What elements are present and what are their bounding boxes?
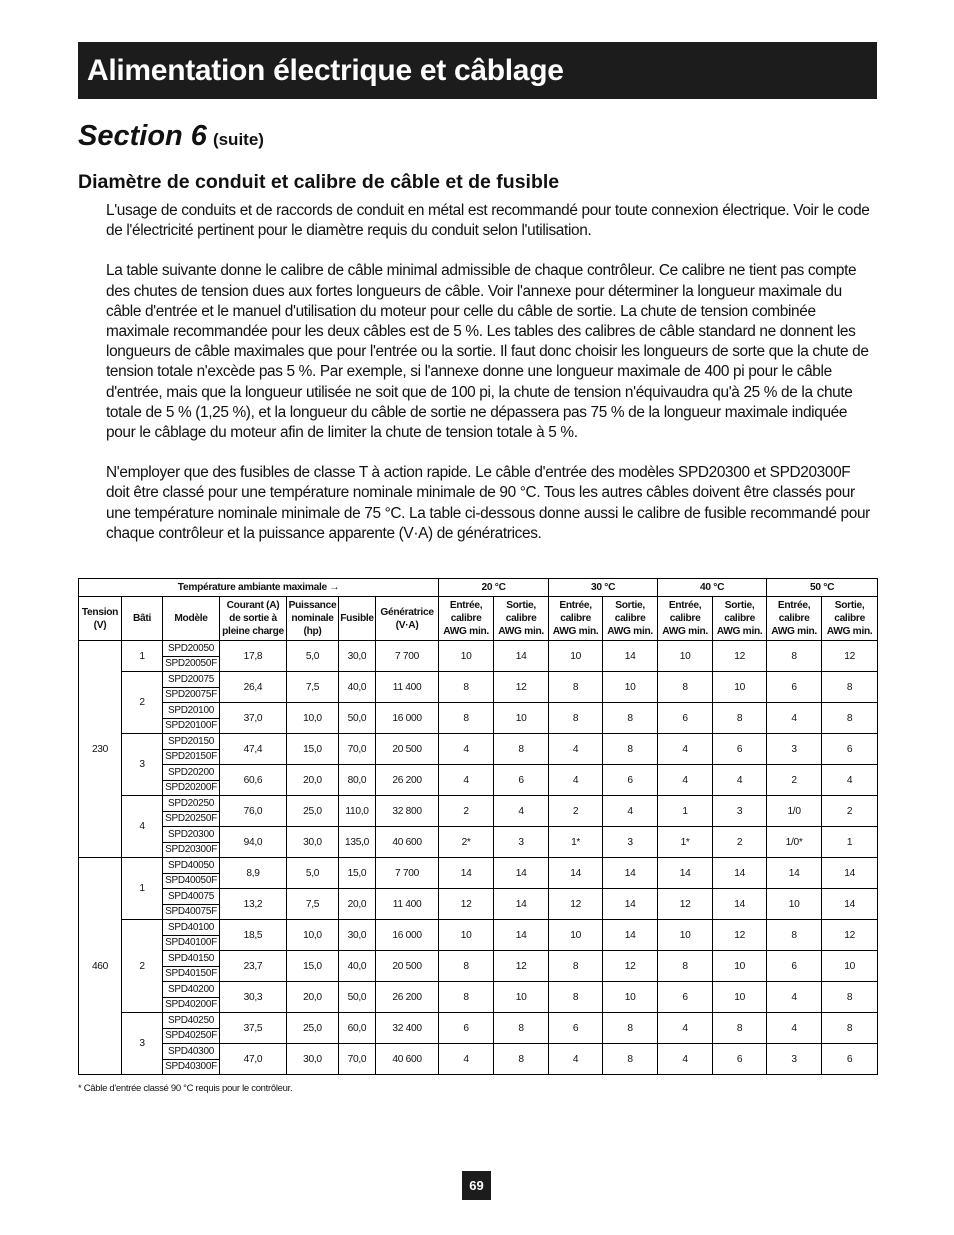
awg-cell: 10	[549, 920, 603, 951]
va-cell: 16 000	[376, 920, 439, 951]
temp-header: 40 °C	[658, 579, 767, 597]
col-header-tension: Tension (V)	[79, 597, 122, 641]
awg-cell: 6	[439, 1013, 494, 1044]
fusible-cell: 60,0	[339, 1013, 376, 1044]
model-cell: SPD40200	[163, 982, 220, 998]
section-suite: (suite)	[212, 130, 264, 149]
model-cell: SPD40100F	[163, 935, 220, 951]
fusible-cell: 20,0	[339, 889, 376, 920]
col-header-fusible: Fusible	[339, 597, 376, 641]
fusible-cell: 110,0	[339, 796, 376, 827]
awg-cell: 14	[439, 858, 494, 889]
table-row	[79, 1044, 878, 1060]
awg-cell: 4	[767, 703, 822, 734]
awg-cell: 1/0	[767, 796, 822, 827]
awg-cell: 4	[549, 765, 603, 796]
body-text	[106, 201, 877, 564]
awg-cell: 4	[767, 982, 822, 1013]
temp-header: 30 °C	[549, 579, 658, 597]
awg-cell: 3	[767, 1044, 822, 1075]
courant-cell: 30,3	[220, 982, 287, 1013]
model-cell: SPD20250F	[163, 811, 220, 827]
fusible-cell: 50,0	[339, 982, 376, 1013]
fusible-cell: 15,0	[339, 858, 376, 889]
awg-cell: 8	[713, 1013, 767, 1044]
awg-cell: 1	[822, 827, 878, 858]
model-cell: SPD20050F	[163, 656, 220, 672]
awg-cell: 2	[713, 827, 767, 858]
courant-cell: 47,4	[220, 734, 287, 765]
table-row	[79, 796, 878, 812]
model-cell: SPD40250F	[163, 1028, 220, 1044]
footnote: * Câble d'entrée classé 90 °C requis pour le contrôleur.	[78, 1083, 293, 1094]
awg-cell: 14	[767, 858, 822, 889]
hp-cell: 15,0	[287, 951, 339, 982]
awg-cell: 2	[549, 796, 603, 827]
awg-cell: 14	[494, 641, 549, 672]
awg-cell: 6	[767, 672, 822, 703]
fusible-cell: 70,0	[339, 1044, 376, 1075]
model-cell: SPD20150	[163, 734, 220, 750]
col-header-courant: Courant (A) de sortie à pleine charge	[220, 597, 287, 641]
awg-cell: 6	[658, 982, 713, 1013]
awg-cell: 4	[658, 1013, 713, 1044]
awg-cell: 14	[494, 889, 549, 920]
awg-cell: 8	[494, 1044, 549, 1075]
awg-cell: 8	[549, 703, 603, 734]
va-cell: 7 700	[376, 858, 439, 889]
model-cell: SPD20075F	[163, 687, 220, 703]
awg-cell: 14	[822, 889, 878, 920]
awg-cell: 10	[822, 951, 878, 982]
hp-cell: 10,0	[287, 703, 339, 734]
model-cell: SPD40150	[163, 951, 220, 967]
model-cell: SPD40300F	[163, 1059, 220, 1075]
bati-cell: 1	[122, 858, 163, 920]
awg-cell: 8	[603, 1013, 658, 1044]
awg-cell: 10	[439, 641, 494, 672]
awg-cell: 2	[439, 796, 494, 827]
awg-cell: 8	[603, 1044, 658, 1075]
awg-cell: 4	[658, 765, 713, 796]
page-header-title: Alimentation électrique et câblage	[87, 54, 564, 87]
awg-cell: 8	[603, 734, 658, 765]
awg-cell: 4	[549, 734, 603, 765]
awg-cell: 12	[439, 889, 494, 920]
wire-size-table	[78, 578, 878, 1075]
model-cell: SPD40075F	[163, 904, 220, 920]
hp-cell: 10,0	[287, 920, 339, 951]
awg-cell: 8	[767, 641, 822, 672]
hp-cell: 15,0	[287, 734, 339, 765]
temp-header: 20 °C	[439, 579, 549, 597]
awg-cell: 8	[494, 1013, 549, 1044]
awg-cell: 10	[713, 951, 767, 982]
model-cell: SPD40200F	[163, 997, 220, 1013]
table-row	[79, 858, 878, 874]
awg-cell: 10	[658, 920, 713, 951]
table-row	[79, 951, 878, 967]
col-header-entree: Entrée, calibre AWG min.	[549, 597, 603, 641]
tension-cell: 230	[79, 641, 122, 858]
va-cell: 32 400	[376, 1013, 439, 1044]
table-row	[79, 1013, 878, 1029]
va-cell: 20 500	[376, 951, 439, 982]
model-cell: SPD20300F	[163, 842, 220, 858]
model-cell: SPD20300	[163, 827, 220, 843]
awg-cell: 10	[549, 641, 603, 672]
awg-cell: 1/0*	[767, 827, 822, 858]
table-body	[79, 641, 878, 1075]
awg-cell: 8	[767, 920, 822, 951]
table-row	[79, 703, 878, 719]
hp-cell: 25,0	[287, 796, 339, 827]
model-cell: SPD20100F	[163, 718, 220, 734]
awg-cell: 12	[658, 889, 713, 920]
fusible-cell: 30,0	[339, 641, 376, 672]
awg-cell: 6	[822, 1044, 878, 1075]
bati-cell: 1	[122, 641, 163, 672]
awg-cell: 8	[439, 951, 494, 982]
col-header-entree: Entrée, calibre AWG min.	[439, 597, 494, 641]
awg-cell: 14	[713, 889, 767, 920]
fusible-cell: 40,0	[339, 672, 376, 703]
col-header-sortie: Sortie, calibre AWG min.	[822, 597, 878, 641]
section-heading	[78, 120, 264, 153]
table-row	[79, 889, 878, 905]
awg-cell: 1	[658, 796, 713, 827]
awg-cell: 8	[439, 982, 494, 1013]
awg-cell: 14	[494, 858, 549, 889]
hp-cell: 5,0	[287, 641, 339, 672]
awg-cell: 14	[603, 641, 658, 672]
awg-cell: 3	[494, 827, 549, 858]
awg-cell: 8	[713, 703, 767, 734]
tension-cell: 460	[79, 858, 122, 1075]
fusible-cell: 40,0	[339, 951, 376, 982]
col-header-entree: Entrée, calibre AWG min.	[658, 597, 713, 641]
awg-cell: 8	[549, 982, 603, 1013]
awg-cell: 2	[767, 765, 822, 796]
bati-cell: 3	[122, 1013, 163, 1075]
awg-cell: 6	[713, 734, 767, 765]
awg-cell: 6	[822, 734, 878, 765]
ambient-temp-label: Température ambiante maximale →	[79, 579, 439, 597]
hp-cell: 7,5	[287, 889, 339, 920]
model-cell: SPD40050F	[163, 873, 220, 889]
awg-cell: 14	[713, 858, 767, 889]
model-cell: SPD40250	[163, 1013, 220, 1029]
fusible-cell: 30,0	[339, 920, 376, 951]
table-row	[79, 765, 878, 781]
awg-cell: 4	[658, 1044, 713, 1075]
page-header-banner	[78, 42, 877, 99]
courant-cell: 60,6	[220, 765, 287, 796]
awg-cell: 8	[658, 951, 713, 982]
col-header-puissance: Puissance nominale (hp)	[287, 597, 339, 641]
table-row	[79, 982, 878, 998]
bati-cell: 2	[122, 920, 163, 1013]
awg-cell: 4	[549, 1044, 603, 1075]
courant-cell: 47,0	[220, 1044, 287, 1075]
awg-cell: 10	[767, 889, 822, 920]
subheading: Diamètre de conduit et calibre de câble et de fusible	[78, 171, 560, 193]
section-title: Section 6	[78, 120, 207, 152]
va-cell: 11 400	[376, 672, 439, 703]
fusible-cell: 80,0	[339, 765, 376, 796]
table-row	[79, 672, 878, 688]
awg-cell: 14	[822, 858, 878, 889]
awg-cell: 6	[658, 703, 713, 734]
courant-cell: 94,0	[220, 827, 287, 858]
fusible-cell: 135,0	[339, 827, 376, 858]
courant-cell: 17,8	[220, 641, 287, 672]
va-cell: 20 500	[376, 734, 439, 765]
bati-cell: 3	[122, 734, 163, 796]
awg-cell: 12	[549, 889, 603, 920]
awg-cell: 4	[439, 734, 494, 765]
awg-cell: 8	[549, 672, 603, 703]
awg-cell: 8	[549, 951, 603, 982]
awg-cell: 6	[549, 1013, 603, 1044]
awg-cell: 4	[603, 796, 658, 827]
va-cell: 40 600	[376, 827, 439, 858]
temp-header: 50 °C	[767, 579, 878, 597]
awg-cell: 6	[713, 1044, 767, 1075]
awg-cell: 12	[713, 641, 767, 672]
va-cell: 40 600	[376, 1044, 439, 1075]
courant-cell: 76,0	[220, 796, 287, 827]
model-cell: SPD20050	[163, 641, 220, 657]
awg-cell: 1*	[658, 827, 713, 858]
awg-cell: 12	[494, 672, 549, 703]
va-cell: 32 800	[376, 796, 439, 827]
awg-cell: 14	[603, 858, 658, 889]
hp-cell: 20,0	[287, 765, 339, 796]
model-cell: SPD40300	[163, 1044, 220, 1060]
awg-cell: 12	[494, 951, 549, 982]
awg-cell: 8	[439, 703, 494, 734]
awg-cell: 3	[713, 796, 767, 827]
paragraph: L'usage de conduits et de raccords de conduit en métal est recommandé pour toute connexion électrique. Voir le code de l'électricité pertinent pour le diamètre requis du conduit selon l'utilisation.	[106, 202, 870, 240]
awg-cell: 14	[549, 858, 603, 889]
awg-cell: 6	[603, 765, 658, 796]
awg-cell: 12	[603, 951, 658, 982]
model-cell: SPD40100	[163, 920, 220, 936]
hp-cell: 20,0	[287, 982, 339, 1013]
awg-cell: 8	[822, 982, 878, 1013]
awg-cell: 6	[494, 765, 549, 796]
model-cell: SPD40150F	[163, 966, 220, 982]
awg-cell: 10	[439, 920, 494, 951]
awg-cell: 3	[603, 827, 658, 858]
model-cell: SPD20200F	[163, 780, 220, 796]
courant-cell: 18,5	[220, 920, 287, 951]
model-cell: SPD20200	[163, 765, 220, 781]
courant-cell: 23,7	[220, 951, 287, 982]
paragraph: La table suivante donne le calibre de câble minimal admissible de chaque contrôleur. Ce calibre ne tient pas compte des chutes de tension dues aux fortes longueurs de câble. Voir l'annexe pour déterminer la longueur maximale du câble d'entrée et le manuel d'utilisation du moteur pour celle du câble de sortie. La chute de tension combinée maximale recommandée pour les deux câbles est de 5 %. Les tables des calibres de câble standard ne donnent les longueurs de câble maximales que pour l'entrée ou la sortie. Il faut donc choisir les longueurs de sorte que la chute de tension totale n'excède pas 5 %. Par exemple, si l'annexe donne une longueur maximale de 400 pi pour le câble d'entrée, mais que la longueur utilisée ne soit que de 100 pi, la chute de tension n'équivaudra qu'à 25 % de la chute totale de 5 % (1,25 %), et la longueur du câble de sortie ne dépassera pas 75 % de la longueur maximale indiquée pour le câblage du moteur afin de limiter la chute de tension totale à 5 %.	[106, 262, 869, 442]
awg-cell: 10	[713, 672, 767, 703]
col-header-bati: Bâti	[122, 597, 163, 641]
col-header-modele: Modèle	[163, 597, 220, 641]
model-cell: SPD20075	[163, 672, 220, 688]
courant-cell: 37,0	[220, 703, 287, 734]
awg-cell: 6	[767, 951, 822, 982]
hp-cell: 25,0	[287, 1013, 339, 1044]
awg-cell: 2	[822, 796, 878, 827]
awg-cell: 10	[713, 982, 767, 1013]
col-header-entree: Entrée, calibre AWG min.	[767, 597, 822, 641]
table-row	[79, 827, 878, 843]
fusible-cell: 70,0	[339, 734, 376, 765]
va-cell: 16 000	[376, 703, 439, 734]
table-row	[79, 920, 878, 936]
awg-cell: 4	[713, 765, 767, 796]
hp-cell: 30,0	[287, 827, 339, 858]
awg-cell: 12	[822, 920, 878, 951]
awg-cell: 14	[603, 889, 658, 920]
awg-cell: 10	[603, 672, 658, 703]
awg-cell: 4	[439, 1044, 494, 1075]
va-cell: 7 700	[376, 641, 439, 672]
awg-cell: 8	[822, 1013, 878, 1044]
table-row	[79, 641, 878, 657]
col-header-sortie: Sortie, calibre AWG min.	[494, 597, 549, 641]
awg-cell: 1*	[549, 827, 603, 858]
page-number: 69	[462, 1171, 491, 1200]
awg-cell: 8	[494, 734, 549, 765]
awg-cell: 8	[439, 672, 494, 703]
awg-cell: 8	[822, 703, 878, 734]
courant-cell: 26,4	[220, 672, 287, 703]
awg-cell: 12	[822, 641, 878, 672]
awg-cell: 4	[494, 796, 549, 827]
hp-cell: 5,0	[287, 858, 339, 889]
va-cell: 11 400	[376, 889, 439, 920]
va-cell: 26 200	[376, 982, 439, 1013]
awg-cell: 10	[603, 982, 658, 1013]
fusible-cell: 50,0	[339, 703, 376, 734]
model-cell: SPD20100	[163, 703, 220, 719]
model-cell: SPD20150F	[163, 749, 220, 765]
model-cell: SPD40050	[163, 858, 220, 874]
awg-cell: 14	[603, 920, 658, 951]
awg-cell: 8	[658, 672, 713, 703]
awg-cell: 10	[494, 982, 549, 1013]
col-header-sortie: Sortie, calibre AWG min.	[713, 597, 767, 641]
col-header-generatrice: Génératrice (V·A)	[376, 597, 439, 641]
model-cell: SPD40075	[163, 889, 220, 905]
awg-cell: 2*	[439, 827, 494, 858]
awg-cell: 12	[713, 920, 767, 951]
paragraph: N'employer que des fusibles de classe T à action rapide. Le câble d'entrée des modèles SPD20300 et SPD20300F doit être classé pour une température nominale minimale de 90 °C. Tous les autres câbles doivent être classés pour une température nominale minimale de 75 °C. La table ci-dessous donne aussi le calibre de fusible recommandé pour chaque contrôleur et la puissance apparente (V·A) de génératrices.	[106, 464, 870, 542]
table-row	[79, 734, 878, 750]
awg-cell: 10	[658, 641, 713, 672]
awg-cell: 10	[494, 703, 549, 734]
awg-cell: 8	[822, 672, 878, 703]
awg-cell: 4	[658, 734, 713, 765]
awg-cell: 3	[767, 734, 822, 765]
va-cell: 26 200	[376, 765, 439, 796]
awg-cell: 4	[439, 765, 494, 796]
awg-cell: 4	[822, 765, 878, 796]
awg-cell: 14	[494, 920, 549, 951]
awg-cell: 4	[767, 1013, 822, 1044]
courant-cell: 13,2	[220, 889, 287, 920]
bati-cell: 4	[122, 796, 163, 858]
awg-cell: 8	[603, 703, 658, 734]
model-cell: SPD20250	[163, 796, 220, 812]
hp-cell: 7,5	[287, 672, 339, 703]
courant-cell: 8,9	[220, 858, 287, 889]
bati-cell: 2	[122, 672, 163, 734]
courant-cell: 37,5	[220, 1013, 287, 1044]
col-header-sortie: Sortie, calibre AWG min.	[603, 597, 658, 641]
hp-cell: 30,0	[287, 1044, 339, 1075]
awg-cell: 14	[658, 858, 713, 889]
